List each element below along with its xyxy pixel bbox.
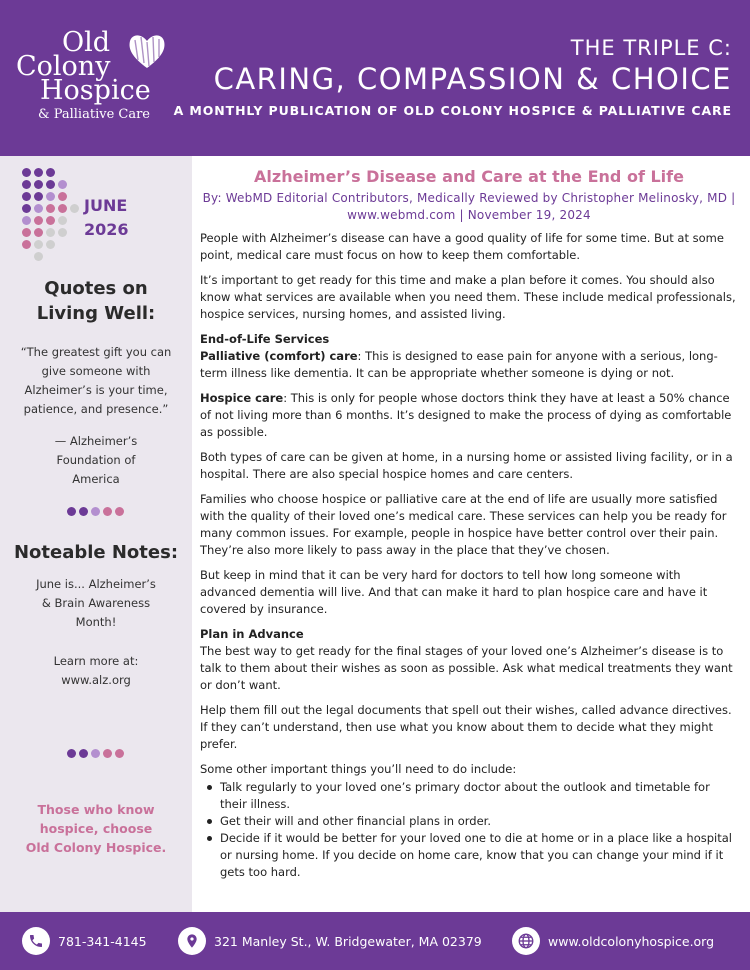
article bbox=[200, 165, 738, 881]
phone-icon bbox=[22, 927, 50, 955]
article-paragraph: Both types of care can be given at home, in a nursing home or assisted living facility, or in a hospital. There are also special hospice homes and care centers. bbox=[200, 450, 733, 481]
hospice-care-definition: : This is only for people whose doctors think they have at least a 50% chance of not living more than 6 months. It’s designed to make the process of dying as comfortable as possible. bbox=[200, 391, 732, 439]
old-colony-hospice-logo bbox=[14, 28, 174, 128]
palliative-care-definition: : This is designed to ease pain for anyone with a serious, long-term illness like dementia. It can be appropriate whether someone is dying or not. bbox=[200, 349, 718, 380]
todo-list bbox=[200, 779, 738, 881]
footer-phone[interactable] bbox=[22, 923, 147, 959]
tagline-line2: Old Colony Hospice. bbox=[25, 840, 167, 855]
notes-heading: Noteable Notes: bbox=[13, 542, 179, 563]
article-paragraph: People with Alzheimer’s disease can have a good quality of life for some time. But at some point, medical care must focus on how to keep them comfortable. bbox=[200, 231, 724, 262]
featured-quote: “The greatest gift you can give someone with Alzheimer’s is your time, patience, and presence.” bbox=[20, 345, 172, 416]
issue-month: JUNE bbox=[84, 196, 128, 215]
footer-phone-number[interactable]: 781-341-4145 bbox=[58, 933, 147, 949]
hospice-care-term: Hospice care bbox=[200, 391, 284, 405]
newsletter-subtitle: A MONTHLY PUBLICATION OF OLD COLONY HOSPICE & PALLIATIVE CARE bbox=[173, 103, 732, 118]
decorative-dots-divider bbox=[67, 743, 127, 762]
globe-icon bbox=[512, 927, 540, 955]
newsletter-eyebrow: THE TRIPLE C: bbox=[570, 36, 732, 60]
article-paragraph: Families who choose hospice or palliative care at the end of life are usually more satisfied with the quality of their loved one’s medical care. These services can help you be ready for many common issues. For example, people in hospice have better control over their pain. They’re also more likely to pass away in the place that they’ve chosen. bbox=[200, 492, 727, 557]
quotes-heading-line2: Living Well: bbox=[36, 303, 156, 324]
masthead bbox=[0, 0, 750, 156]
palliative-care-paragraph bbox=[200, 348, 738, 382]
logo-text-colony: Colony bbox=[16, 51, 111, 82]
palliative-care-term: Palliative (comfort) care bbox=[200, 349, 358, 363]
footer-website-link[interactable]: www.oldcolonyhospice.org bbox=[548, 933, 715, 949]
article-paragraph: Help them fill out the legal documents that spell out their wishes, called advance directives. If they can’t understand, then use what you know about them to decide what they might prefer. bbox=[200, 703, 732, 751]
quotes-heading bbox=[0, 276, 192, 326]
tagline-line1: Those who know hospice, choose bbox=[37, 802, 155, 836]
section-heading-plan-in-advance: Plan in Advance bbox=[200, 627, 304, 641]
newsletter-title: CARING, COMPASSION & CHOICE bbox=[213, 62, 732, 96]
issue-date bbox=[84, 194, 129, 242]
heart-icon bbox=[126, 30, 168, 72]
issue-year: 2026 bbox=[84, 220, 129, 239]
notes-learn-more: Learn more at: www.alz.org bbox=[53, 654, 139, 687]
logo-text-hospice: Hospice bbox=[40, 75, 151, 106]
article-paragraph: Some other important things you’ll need to do include: bbox=[200, 762, 517, 776]
article-paragraph: But keep in mind that it can be very hard for doctors to tell how long someone with advanced dementia will live. And that can make it hard to plan hospice care and have it covered by insurance. bbox=[200, 568, 708, 616]
section-heading-end-of-life: End-of-Life Services bbox=[200, 332, 330, 346]
logo-text-old: Old bbox=[62, 27, 111, 58]
list-item: Decide if it would be better for your loved one to die at home or in a place like a hospital or nursing home. If you decide on home care, know that you can change your mind if it gets too hard. bbox=[200, 830, 738, 881]
article-paragraph: It’s important to get ready for this time and make a plan before it comes. You should also know what services are available when you need them. These include medical professionals, hospice services, nursing homes, and assisted living. bbox=[200, 273, 736, 321]
location-pin-icon bbox=[178, 927, 206, 955]
article-byline: By: WebMD Editorial Contributors, Medically Reviewed by Christopher Melinosky, MD | www.webmd.com | November 19, 2024 bbox=[202, 191, 736, 222]
decorative-dots-divider bbox=[67, 501, 127, 520]
hospice-care-paragraph bbox=[200, 390, 738, 441]
hospice-tagline bbox=[0, 800, 192, 857]
footer-address[interactable] bbox=[178, 923, 482, 959]
logo-text-palliative-care: & Palliative Care bbox=[38, 107, 150, 122]
quote-author: — Alzheimer’s Foundation of America bbox=[54, 434, 138, 486]
footer-street-address[interactable]: 321 Manley St., W. Bridgewater, MA 02379 bbox=[214, 933, 482, 949]
footer-website[interactable] bbox=[512, 923, 714, 959]
notes-awareness-month: June is... Alzheimer’s & Brain Awareness Month! bbox=[36, 577, 156, 629]
list-item: Get their will and other financial plans in order. bbox=[200, 813, 738, 830]
sidebar bbox=[0, 156, 192, 912]
quotes-heading-line1: Quotes on bbox=[44, 278, 148, 299]
article-title: Alzheimer’s Disease and Care at the End of Life bbox=[254, 167, 684, 186]
contact-footer bbox=[0, 912, 750, 970]
article-paragraph: The best way to get ready for the final stages of your loved one’s Alzheimer’s disease is to talk to them about their wishes as soon as possible. Ask what medical treatments they want or don’t want. bbox=[200, 644, 733, 692]
list-item: Talk regularly to your loved one’s primary doctor about the outlook and timetable for their illness. bbox=[200, 779, 738, 813]
